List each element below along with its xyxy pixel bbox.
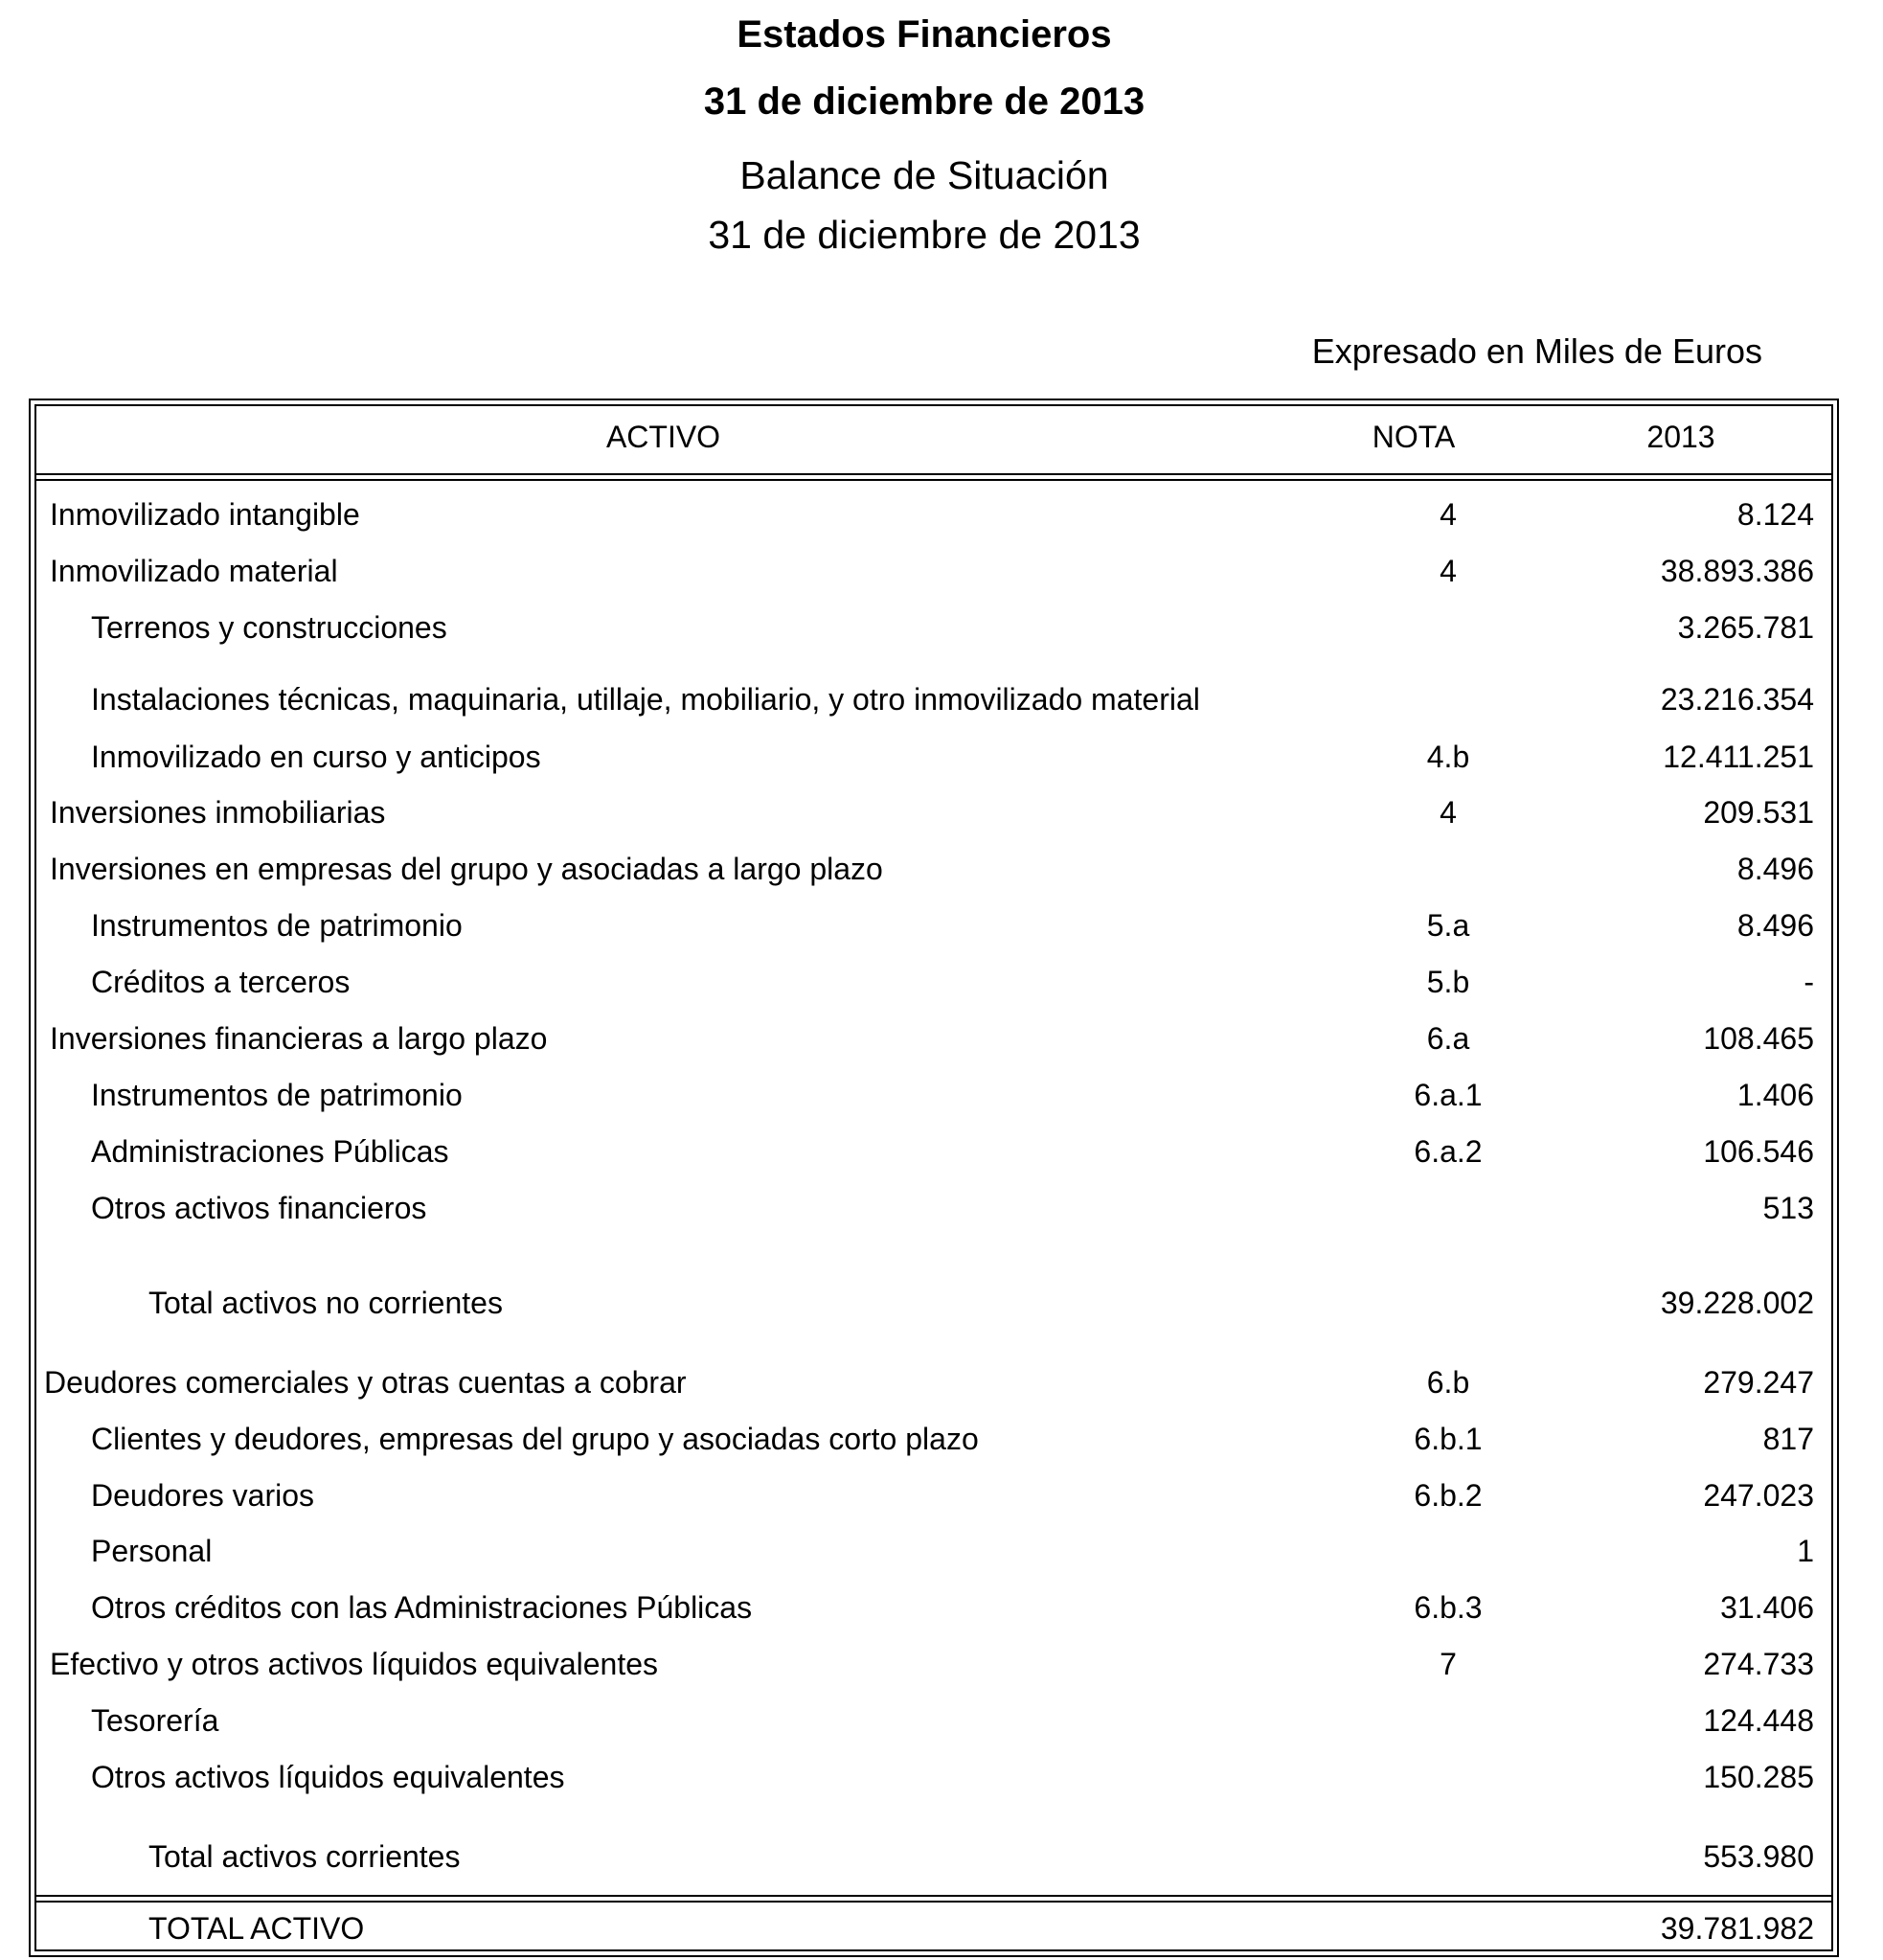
total-value: 39.781.982 — [1660, 1911, 1814, 1946]
row-value: 106.546 — [1703, 1134, 1814, 1169]
row-nota: 4 — [1440, 795, 1457, 830]
row-value: 817 — [1762, 1422, 1814, 1456]
statement-date: 31 de diciembre de 2013 — [703, 80, 1146, 123]
header-divider — [34, 473, 1833, 475]
row-value: 23.216.354 — [1660, 682, 1814, 717]
row-label: Terrenos y construcciones — [91, 610, 447, 645]
row-label: Clientes y deudores, empresas del grupo y asociadas corto plazo — [91, 1422, 979, 1456]
column-header-nota: NOTA — [1372, 420, 1456, 454]
statement-title: Estados Financieros — [737, 13, 1112, 56]
row-label: Otros activos financieros — [91, 1191, 427, 1225]
table-row — [34, 1703, 1833, 1745]
unit-note: Expresado en Miles de Euros — [1311, 331, 1762, 371]
table-row — [34, 965, 1833, 1007]
row-label: Administraciones Públicas — [91, 1134, 449, 1169]
row-nota: 4 — [1440, 497, 1457, 532]
table-row — [34, 1478, 1833, 1520]
row-label: Inmovilizado intangible — [50, 497, 360, 532]
row-nota: 6.b.2 — [1414, 1478, 1483, 1513]
table-row — [34, 740, 1833, 782]
row-nota: 6.a.1 — [1414, 1078, 1483, 1112]
table-row — [34, 1078, 1833, 1120]
subtotal-row — [34, 1839, 1833, 1881]
row-label: Instalaciones técnicas, maquinaria, utillaje, mobiliario, y otro inmovilizado material — [91, 682, 1200, 717]
row-value: - — [1804, 965, 1814, 999]
row-nota: 6.b.3 — [1414, 1590, 1483, 1625]
table-row — [34, 1590, 1833, 1632]
table-row — [34, 1021, 1833, 1063]
row-label: Inversiones financieras a largo plazo — [50, 1021, 548, 1056]
subtotal-row — [34, 1286, 1833, 1328]
row-label: Instrumentos de patrimonio — [91, 908, 463, 943]
row-label: Personal — [91, 1534, 213, 1568]
table-row — [34, 1534, 1833, 1576]
table-row — [34, 554, 1833, 596]
row-label: Instrumentos de patrimonio — [91, 1078, 463, 1112]
row-nota: 6.b.1 — [1414, 1422, 1483, 1456]
row-value: 108.465 — [1703, 1021, 1814, 1056]
row-label: Inversiones en empresas del grupo y asociadas a largo plazo — [50, 852, 883, 886]
row-label: Créditos a terceros — [91, 965, 351, 999]
balance-sheet-title: Balance de Situación — [739, 153, 1109, 197]
column-header-activo: ACTIVO — [605, 420, 721, 454]
row-value: 553.980 — [1703, 1839, 1814, 1874]
row-value: 513 — [1762, 1191, 1814, 1225]
row-value: 8.124 — [1736, 497, 1814, 532]
row-label: Inmovilizado material — [50, 554, 338, 588]
row-value: 279.247 — [1703, 1365, 1814, 1400]
row-nota: 7 — [1440, 1647, 1457, 1681]
row-value: 150.285 — [1703, 1760, 1814, 1794]
table-row — [34, 1365, 1833, 1407]
row-label: Total activos corrientes — [148, 1839, 461, 1874]
row-value: 1 — [1797, 1534, 1814, 1568]
row-value: 12.411.251 — [1663, 740, 1814, 774]
row-label: Total activos no corrientes — [148, 1286, 503, 1320]
row-value: 8.496 — [1736, 852, 1814, 886]
total-divider-inner — [34, 1901, 1833, 1903]
column-header-year: 2013 — [1646, 420, 1715, 454]
row-value: 274.733 — [1703, 1647, 1814, 1681]
row-value: 3.265.781 — [1677, 610, 1814, 645]
table-row — [34, 852, 1833, 894]
row-label: Inmovilizado en curso y anticipos — [91, 740, 541, 774]
row-label: Otros activos líquidos equivalentes — [91, 1760, 565, 1794]
row-nota: 6.a.2 — [1414, 1134, 1483, 1169]
row-value: 39.228.002 — [1660, 1286, 1814, 1320]
table-row — [34, 610, 1833, 652]
balance-sheet-date: 31 de diciembre de 2013 — [708, 213, 1141, 257]
table-row — [34, 1760, 1833, 1802]
table-row — [34, 795, 1833, 837]
row-label: Deudores varios — [91, 1478, 314, 1513]
table-row — [34, 1422, 1833, 1464]
table-row — [34, 497, 1833, 539]
row-nota: 4 — [1440, 554, 1457, 588]
row-nota: 6.a — [1426, 1021, 1470, 1056]
row-nota: 4.b — [1426, 740, 1470, 774]
row-label: Deudores comerciales y otras cuentas a cobrar — [44, 1365, 687, 1400]
table-row — [34, 1134, 1833, 1176]
row-nota: 5.a — [1426, 908, 1470, 943]
row-nota: 5.b — [1426, 965, 1470, 999]
row-label: Tesorería — [91, 1703, 219, 1738]
table-row — [34, 1191, 1833, 1233]
table-row — [34, 1647, 1833, 1689]
total-row — [34, 1911, 1833, 1953]
row-value: 1.406 — [1736, 1078, 1814, 1112]
table-row — [34, 682, 1833, 724]
row-label: Efectivo y otros activos líquidos equivalentes — [50, 1647, 658, 1681]
row-value: 8.496 — [1736, 908, 1814, 943]
row-value: 38.893.386 — [1660, 554, 1814, 588]
row-value: 124.448 — [1703, 1703, 1814, 1738]
row-label: Otros créditos con las Administraciones Públicas — [91, 1590, 753, 1625]
row-nota: 6.b — [1426, 1365, 1470, 1400]
table-row — [34, 908, 1833, 950]
row-value: 209.531 — [1703, 795, 1814, 830]
header-divider-inner — [34, 479, 1833, 481]
row-label: Inversiones inmobiliarias — [50, 795, 386, 830]
total-label: TOTAL ACTIVO — [148, 1911, 365, 1946]
row-value: 31.406 — [1720, 1590, 1814, 1625]
row-value: 247.023 — [1703, 1478, 1814, 1513]
total-divider — [34, 1895, 1833, 1897]
